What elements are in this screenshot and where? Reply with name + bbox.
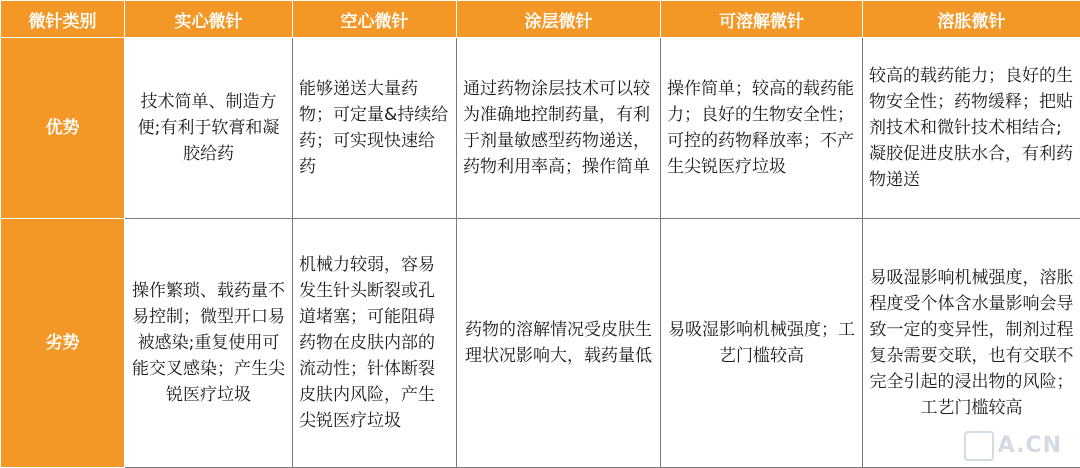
- advantage-hollow: 能够递送大量药物；可定量&持续给药；可实现快速给药: [293, 38, 457, 219]
- header-dissolvable-microneedle: 可溶解微针: [661, 1, 863, 38]
- watermark: [964, 431, 1062, 461]
- disadvantage-coated: 药物的溶解情况受皮肤生理状况影响大，载药量低: [457, 219, 661, 468]
- watermark-text: A.CN: [998, 433, 1062, 458]
- advantages-row: [1, 38, 1080, 219]
- header-swelling-microneedle: 溶胀微针: [863, 1, 1080, 38]
- advantage-solid: 技术简单、制造方便;有利于软膏和凝胶给药: [125, 38, 293, 219]
- disadvantage-swelling: 易吸湿影响机械强度，溶胀程度受个体含水量影响会导致一定的变异性，制剂过程复杂需要交联，也有交联不完全引起的浸出物的风险；工艺门槛较高: [863, 219, 1080, 468]
- disadvantages-row: [1, 219, 1080, 468]
- disadvantage-dissolvable: 易吸湿影响机械强度；工艺门槛较高: [661, 219, 863, 468]
- disadvantage-solid: 操作繁琐、载药量不易控制；微型开口易被感染;重复使用可能交叉感染；产生尖锐医疗垃圾: [125, 219, 293, 468]
- advantage-swelling: 较高的载药能力；良好的生物安全性；药物缓释；把贴剂技术和微针技术相结合;凝胶促进皮肤水合，有利药物递送: [863, 38, 1080, 219]
- header-row: [1, 1, 1080, 38]
- row-label-disadvantages: 劣势: [1, 219, 125, 468]
- disadvantage-hollow: 机械力较弱，容易发生针头断裂或孔道堵塞；可能阻碍药物在皮肤内部的流动性；针体断裂皮肤内风险，产生尖锐医疗垃圾: [293, 219, 457, 468]
- header-coated-microneedle: 涂层微针: [457, 1, 661, 38]
- watermark-logo-icon: [964, 431, 994, 461]
- row-label-advantages: 优势: [1, 38, 125, 219]
- header-hollow-microneedle: 空心微针: [293, 1, 457, 38]
- advantage-dissolvable: 操作简单；较高的载药能力；良好的生物安全性；可控的药物释放率；不产生尖锐医疗垃圾: [661, 38, 863, 219]
- header-solid-microneedle: 实心微针: [125, 1, 293, 38]
- header-category: 微针类别: [1, 1, 125, 38]
- advantage-coated: 通过药物涂层技术可以较为准确地控制药量，有利于剂量敏感型药物递送，药物利用率高；操作简单: [457, 38, 661, 219]
